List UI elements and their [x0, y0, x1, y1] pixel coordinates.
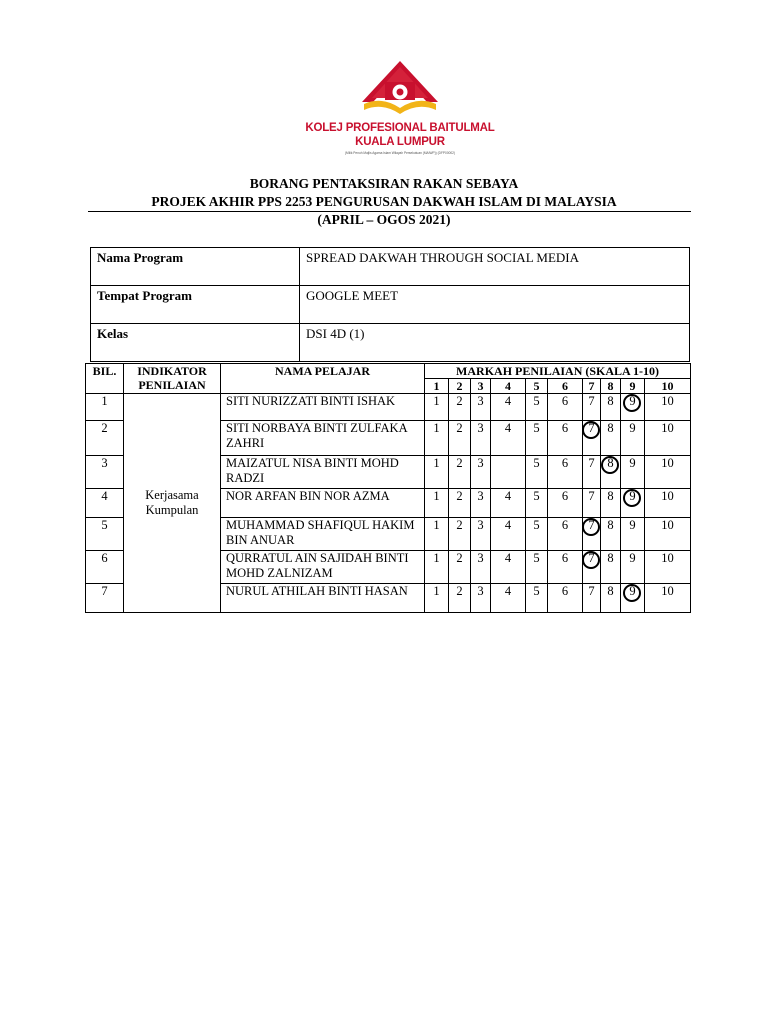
student-name: NURUL ATHILAH BINTI HASAN — [221, 584, 425, 613]
project-title: PROJEK AKHIR PPS 2253 PENGURUSAN DAKWAH ISLAM DI MALAYSIA — [151, 194, 617, 209]
info-label: Tempat Program — [91, 286, 300, 324]
score-value: 7 — [588, 421, 595, 435]
score-cell-4 — [491, 394, 526, 421]
score-cell-1 — [425, 584, 449, 613]
score-cell-4 — [491, 489, 526, 518]
score-value: 3 — [477, 456, 484, 470]
indicator-cell: Kerjasama Kumpulan — [124, 394, 221, 613]
score-value: 5 — [533, 394, 540, 408]
info-row — [91, 286, 690, 324]
score-cell-2 — [449, 394, 471, 421]
score-value: 6 — [561, 456, 569, 470]
scale-header-2: 2 — [449, 379, 471, 394]
score-cell-8 — [601, 421, 621, 456]
score-value: 10 — [661, 489, 674, 503]
score-value: 8 — [607, 489, 614, 503]
score-cell-7 — [583, 456, 601, 489]
score-value: 7 — [588, 456, 595, 470]
score-value: 7 — [588, 584, 595, 598]
score-value: 3 — [477, 584, 484, 598]
score-value: 1 — [433, 551, 440, 565]
score-cell-9 — [621, 394, 645, 421]
score-value: 10 — [661, 456, 674, 470]
score-value: 2 — [456, 518, 463, 532]
score-cell-3 — [471, 518, 491, 551]
score-cell-3 — [471, 421, 491, 456]
score-value: 4 — [504, 394, 512, 408]
score-cell-7 — [583, 489, 601, 518]
score-value: 8 — [607, 421, 614, 435]
score-value: 7 — [588, 489, 595, 503]
score-cell-10 — [645, 421, 691, 456]
header-row — [86, 364, 691, 379]
scale-header-3: 3 — [471, 379, 491, 394]
student-name: MUHAMMAD SHAFIQUL HAKIM BIN ANUAR — [221, 518, 425, 551]
info-label: Kelas — [91, 324, 300, 362]
score-value: 1 — [433, 489, 440, 503]
score-cell-6 — [548, 518, 583, 551]
score-cell-4 — [491, 421, 526, 456]
selected-score-circle — [601, 456, 619, 474]
student-name: SITI NURIZZATI BINTI ISHAK — [221, 394, 425, 421]
selected-score-circle — [623, 489, 641, 507]
score-value: 4 — [504, 584, 512, 598]
score-cell-3 — [471, 456, 491, 489]
score-value: 2 — [456, 584, 463, 598]
score-value: 6 — [561, 551, 569, 565]
row-number: 7 — [86, 584, 124, 613]
score-cell-7 — [583, 394, 601, 421]
score-cell-4 — [491, 584, 526, 613]
score-value: 1 — [433, 456, 440, 470]
score-cell-4 — [491, 456, 526, 489]
score-value: 6 — [561, 489, 569, 503]
score-cell-10 — [645, 551, 691, 584]
score-cell-2 — [449, 584, 471, 613]
scale-header-8: 8 — [601, 379, 621, 394]
score-value: 9 — [629, 489, 636, 503]
col-header-nama: NAMA PELAJAR — [221, 364, 425, 394]
score-value: 1 — [433, 584, 440, 598]
college-name-line2: KUALA LUMPUR — [355, 136, 445, 148]
score-value: 8 — [607, 518, 614, 532]
form-title: BORANG PENTAKSIRAN RAKAN SEBAYA — [249, 176, 519, 191]
score-cell-9 — [621, 584, 645, 613]
info-label: Nama Program — [91, 248, 300, 286]
table-row — [86, 394, 691, 421]
score-cell-2 — [449, 421, 471, 456]
score-value: 6 — [561, 518, 569, 532]
score-cell-10 — [645, 456, 691, 489]
score-value: 2 — [456, 489, 463, 503]
score-value: 8 — [607, 584, 614, 598]
score-cell-8 — [601, 456, 621, 489]
score-cell-7 — [583, 518, 601, 551]
score-value: 5 — [533, 518, 540, 532]
score-cell-6 — [548, 551, 583, 584]
score-cell-5 — [526, 518, 548, 551]
score-value: 8 — [607, 394, 614, 408]
college-name-line1: KOLEJ PROFESIONAL BAITULMAL — [305, 122, 495, 134]
row-number: 2 — [86, 421, 124, 456]
score-value: 10 — [661, 421, 674, 435]
score-cell-1 — [425, 551, 449, 584]
info-value: GOOGLE MEET — [300, 286, 690, 324]
col-header-indikator: INDIKATOR PENILAIAN — [124, 364, 221, 394]
score-value: 8 — [607, 456, 614, 470]
score-value: 9 — [629, 551, 636, 565]
session-period: (APRIL – OGOS 2021) — [317, 212, 451, 227]
score-value: 5 — [533, 489, 540, 503]
college-emblem-icon — [358, 58, 442, 118]
score-value: 6 — [561, 584, 569, 598]
score-value: 3 — [477, 489, 484, 503]
score-value: 4 — [504, 489, 512, 503]
score-value: 4 — [504, 551, 512, 565]
score-value: 9 — [629, 584, 636, 598]
score-cell-5 — [526, 551, 548, 584]
row-number: 6 — [86, 551, 124, 584]
score-cell-2 — [449, 489, 471, 518]
row-number: 1 — [86, 394, 124, 421]
score-cell-7 — [583, 584, 601, 613]
score-cell-2 — [449, 456, 471, 489]
info-row — [91, 324, 690, 362]
score-cell-1 — [425, 421, 449, 456]
score-cell-1 — [425, 518, 449, 551]
score-cell-5 — [526, 421, 548, 456]
row-number: 3 — [86, 456, 124, 489]
score-value: 3 — [477, 394, 484, 408]
score-cell-5 — [526, 456, 548, 489]
score-value: 9 — [629, 456, 636, 470]
score-cell-10 — [645, 394, 691, 421]
score-cell-2 — [449, 518, 471, 551]
score-cell-6 — [548, 394, 583, 421]
score-cell-6 — [548, 489, 583, 518]
score-cell-1 — [425, 456, 449, 489]
score-value: 10 — [661, 394, 674, 408]
selected-score-circle — [623, 584, 641, 602]
score-value: 2 — [456, 394, 463, 408]
student-name: MAIZATUL NISA BINTI MOHD RADZI — [221, 456, 425, 489]
score-cell-5 — [526, 584, 548, 613]
info-value: SPREAD DAKWAH THROUGH SOCIAL MEDIA — [300, 248, 690, 286]
score-cell-1 — [425, 489, 449, 518]
score-value: 10 — [661, 551, 674, 565]
col-header-markah: MARKAH PENILAIAN (SKALA 1-10) — [425, 364, 691, 379]
score-cell-8 — [601, 584, 621, 613]
score-value: 2 — [456, 551, 463, 565]
student-name: SITI NORBAYA BINTI ZULFAKA ZAHRI — [221, 421, 425, 456]
row-number: 4 — [86, 489, 124, 518]
score-cell-7 — [583, 421, 601, 456]
scale-header-9: 9 — [621, 379, 645, 394]
score-cell-6 — [548, 421, 583, 456]
college-tagline: (Milik Penuh Majlis Agama Islam Wilayah Persekutuan (MAIWP)) (DFP00002) — [344, 151, 455, 155]
score-cell-9 — [621, 518, 645, 551]
score-value: 7 — [588, 518, 595, 532]
selected-score-circle — [582, 551, 600, 569]
score-cell-9 — [621, 421, 645, 456]
info-row — [91, 248, 690, 286]
score-cell-2 — [449, 551, 471, 584]
score-value: 5 — [533, 421, 540, 435]
score-cell-3 — [471, 394, 491, 421]
score-value: 10 — [661, 584, 674, 598]
assessment-table — [85, 363, 691, 613]
score-cell-4 — [491, 518, 526, 551]
scale-header-7: 7 — [583, 379, 601, 394]
selected-score-circle — [582, 518, 600, 536]
score-value: 5 — [533, 551, 540, 565]
score-value: 3 — [477, 421, 484, 435]
score-cell-8 — [601, 394, 621, 421]
score-cell-8 — [601, 518, 621, 551]
score-cell-10 — [645, 489, 691, 518]
score-value: 5 — [533, 584, 540, 598]
student-name: NOR ARFAN BIN NOR AZMA — [221, 489, 425, 518]
selected-score-circle — [582, 421, 600, 439]
scale-header-4: 4 — [491, 379, 526, 394]
score-cell-3 — [471, 489, 491, 518]
score-value: 10 — [661, 518, 674, 532]
program-info-table — [90, 247, 690, 362]
score-cell-4 — [491, 551, 526, 584]
score-cell-7 — [583, 551, 601, 584]
scale-header-5: 5 — [526, 379, 548, 394]
score-cell-9 — [621, 551, 645, 584]
score-value: 8 — [607, 551, 614, 565]
score-cell-9 — [621, 456, 645, 489]
score-value: 2 — [456, 456, 463, 470]
score-cell-3 — [471, 551, 491, 584]
score-value: 5 — [533, 456, 540, 470]
score-cell-8 — [601, 551, 621, 584]
col-header-bil: BIL. — [86, 364, 124, 394]
scale-header-10: 10 — [645, 379, 691, 394]
score-value: 1 — [433, 518, 440, 532]
score-value: 1 — [433, 421, 440, 435]
score-value: 9 — [629, 518, 636, 532]
scale-header-6: 6 — [548, 379, 583, 394]
college-logo — [300, 58, 500, 178]
selected-score-circle — [623, 394, 641, 412]
score-value: 3 — [477, 551, 484, 565]
score-cell-5 — [526, 489, 548, 518]
score-value: 7 — [588, 551, 595, 565]
score-value: 4 — [504, 421, 512, 435]
score-cell-1 — [425, 394, 449, 421]
score-cell-10 — [645, 518, 691, 551]
score-value: 9 — [629, 394, 636, 408]
info-value: DSI 4D (1) — [300, 324, 690, 362]
score-value: 6 — [561, 394, 569, 408]
score-value: 2 — [456, 421, 463, 435]
score-cell-3 — [471, 584, 491, 613]
score-value: 9 — [629, 421, 636, 435]
score-value: 4 — [504, 518, 512, 532]
student-name: QURRATUL AIN SAJIDAH BINTI MOHD ZALNIZAM — [221, 551, 425, 584]
score-cell-8 — [601, 489, 621, 518]
score-cell-6 — [548, 456, 583, 489]
row-number: 5 — [86, 518, 124, 551]
scale-header-1: 1 — [425, 379, 449, 394]
score-cell-9 — [621, 489, 645, 518]
score-value: 1 — [433, 394, 440, 408]
score-value: 7 — [588, 394, 595, 408]
score-value: 6 — [561, 421, 569, 435]
score-value: 3 — [477, 518, 484, 532]
score-cell-10 — [645, 584, 691, 613]
score-cell-6 — [548, 584, 583, 613]
score-cell-5 — [526, 394, 548, 421]
